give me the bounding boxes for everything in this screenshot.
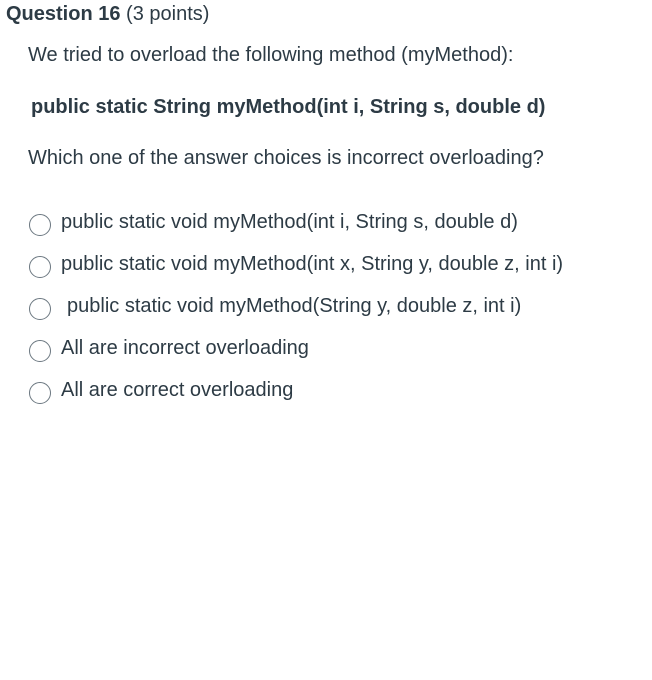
answer-option-label[interactable]: public static void myMethod(String y, double z, int i) (67, 295, 522, 317)
answer-option-label[interactable]: public static void myMethod(int x, String y, double z, int i) (61, 253, 564, 275)
answer-option-2[interactable] (29, 243, 639, 285)
radio-button-icon[interactable] (29, 340, 51, 362)
question-intro: We tried to overload the following method (myMethod): (28, 44, 514, 66)
answer-option-label[interactable]: All are incorrect overloading (61, 337, 309, 359)
method-signature: public static String myMethod(int i, String s, double d) (31, 96, 546, 118)
question-points: (3 points) (126, 3, 210, 25)
radio-button-icon[interactable] (29, 256, 51, 278)
question-header (6, 2, 209, 26)
answer-option-3[interactable] (29, 285, 639, 327)
radio-button-icon[interactable] (29, 214, 51, 236)
answer-option-label[interactable]: All are correct overloading (61, 379, 294, 401)
answer-options (29, 201, 639, 411)
question-prompt: Which one of the answer choices is incorrect overloading? (28, 147, 544, 169)
answer-option-label[interactable]: public static void myMethod(int i, String s, double d) (61, 211, 518, 233)
answer-option-5[interactable] (29, 369, 639, 411)
radio-button-icon[interactable] (29, 382, 51, 404)
radio-button-icon[interactable] (29, 298, 51, 320)
question-title: Question 16 (6, 3, 121, 25)
answer-option-4[interactable] (29, 327, 639, 369)
answer-option-1[interactable] (29, 201, 639, 243)
